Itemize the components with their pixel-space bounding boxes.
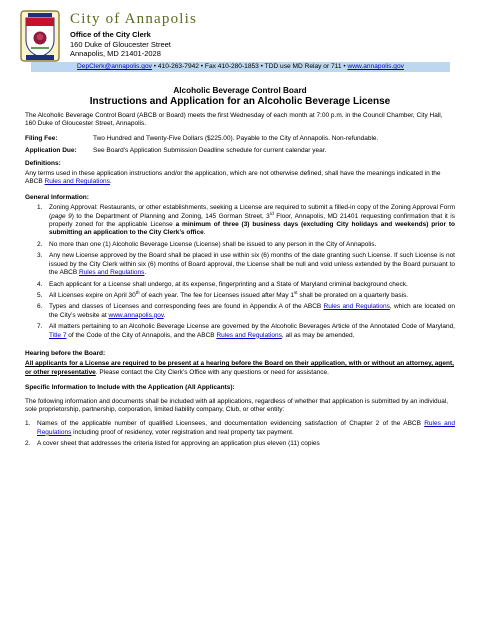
contact-bar: [31, 62, 450, 72]
intro-paragraph: The Alcoholic Beverage Control Board (ABCB or Board) meets the first Wednesday of each month at 7:00 p.m. in the Council Chamber, City Hall, 160 Duke of Gloucester Street, Annapolis.: [25, 112, 443, 128]
document-titles: [0, 86, 480, 107]
list-item: [37, 289, 455, 300]
governing-text-2: of the Code of the City of Annapolis, and the ABCB: [66, 331, 217, 339]
rules-link[interactable]: Rules and Regulations: [323, 303, 390, 311]
list-item: [37, 252, 455, 277]
zoning-deadline: a minimum of three (3) business days (excluding City holidays and weekends) prior to submitting an application to the City Clerk’s office: [49, 221, 455, 237]
types-text-2: , which are located on the City’s website at: [49, 303, 455, 319]
application-due-row: [25, 147, 455, 155]
specific-info-paragraph: The following information and documents shall be included with all applications, regardless of whether that application is submitted by an individual, sole proprietorship, partnership, corporation, limited liability company, Club, or other entity:: [25, 397, 449, 413]
list-item-text: [49, 323, 455, 340]
period: .: [144, 269, 147, 277]
list-number: 3.: [37, 252, 43, 260]
rules-link[interactable]: Rules and Regulations: [37, 420, 455, 436]
list-number: 6.: [37, 303, 43, 311]
list-item: [37, 323, 455, 340]
superscript: th: [135, 289, 140, 295]
governing-text-3: , all as may be amended.: [281, 331, 355, 339]
zoning-text: Zoning Approval: Restaurants, or other establishments, seeking a License are required to submit a filled-in copy of the Zoning Approval Form (: [49, 204, 455, 220]
city-title: City of Annapolis: [70, 11, 198, 27]
types-text: Types and classes of Licenses and corresponding fees are found in Appendix A of the ABCB: [49, 303, 324, 311]
city-seal-logo: [20, 10, 60, 62]
period: .: [163, 311, 166, 319]
list-item-text: No more than one (1) Alcoholic Beverage License (License) shall be issued to any person in the City of Annapolis.: [49, 240, 377, 248]
general-info-list: [25, 204, 455, 340]
expiry-text-3: shall be prorated on a quarterly basis.: [297, 291, 409, 299]
list-number: 5.: [37, 291, 43, 299]
office-name: Office of the City Clerk: [70, 30, 151, 39]
website-link[interactable]: www.annapolis.gov: [347, 63, 404, 70]
list-item: [25, 420, 455, 437]
list-item-text: [49, 252, 455, 277]
hearing-text: . Please contact the City Clerk’s Office with any questions or need for assistance.: [95, 368, 329, 376]
board-title: Alcoholic Beverage Control Board: [173, 86, 307, 95]
rules-link[interactable]: Rules and Regulations: [79, 269, 145, 277]
definitions-heading: Definitions:: [25, 159, 61, 167]
list-number: 2.: [25, 440, 31, 448]
list-item-text: A cover sheet that addresses the criteria listed for approving an application plus eleven (11) copies: [37, 440, 320, 448]
email-link[interactable]: DepClerk@annapolis.gov: [77, 63, 152, 70]
application-title: Instructions and Application for an Alcoholic Beverage License: [89, 96, 391, 107]
filing-fee-text: Two Hundred and Twenty-Five Dollars ($225.00). Payable to the City of Annapolis. Non-refundable.: [93, 134, 379, 142]
definitions-paragraph: [25, 170, 455, 187]
list-number: 1.: [37, 204, 43, 212]
application-due-label: Application Due:: [25, 147, 77, 155]
application-due-text: See Board’s Application Submission Deadline schedule for current calendar year.: [93, 147, 327, 155]
list-item-text: Each applicant for a License shall undergo, at its expense, fingerprinting and a State of Maryland criminal background check.: [49, 280, 408, 288]
page-ref: page 9: [51, 212, 72, 220]
licensees-text: Names of the applicable number of qualified Licensees, and documentation evidencing satisfaction of Chapter 2 of the ABCB: [37, 420, 425, 428]
document-body: [25, 112, 455, 452]
list-number: 2.: [37, 240, 43, 248]
list-item: [37, 281, 455, 289]
filing-fee-row: [25, 135, 455, 143]
title-7-link[interactable]: Title 7: [49, 331, 67, 339]
rules-link[interactable]: Rules and Regulations: [44, 178, 110, 186]
contact-phone-fax: • 410-263-7942 • Fax 410-280-1853 • TDD use MD Relay or 711 •: [151, 63, 348, 70]
rules-link[interactable]: Rules and Regulations: [216, 331, 282, 339]
definitions-text: Any terms used in these application instructions and/or the application, which are not otherwise defined, shall have the meanings indicated in the ABCB: [25, 170, 441, 186]
list-item: [37, 303, 455, 320]
specific-info-heading: Specific Information to Include with the Application (All Applicants):: [25, 384, 235, 392]
list-number: 7.: [37, 323, 43, 331]
new-license-text: Any new License approved by the Board shall be placed in use within six (6) months of the date granting such License. If such License is not issued by the City Clerk within six (6) months of Board approval, the License shall be null and void unless extended by the Board pursuant to the ABCB: [49, 252, 455, 277]
hearing-heading: Hearing before the Board:: [25, 349, 106, 357]
superscript: st: [294, 289, 298, 295]
period: .: [109, 178, 112, 186]
website-link[interactable]: www.annapolis.gov: [108, 311, 164, 319]
period: .: [203, 229, 206, 237]
filing-fee-label: Filing Fee:: [25, 134, 58, 142]
list-item-text: [49, 289, 455, 300]
list-item: [25, 440, 455, 448]
list-item-text: [49, 303, 455, 320]
licensees-text-2: including proof of residency, voter registration and real property tax payment.: [71, 428, 294, 436]
zoning-text-2: ) to the Department of Planning and Zoning, 145 Gorman Street, 3: [71, 212, 270, 220]
address-line-1: 160 Duke of Gloucester Street: [70, 39, 171, 49]
zoning-text-3: Floor, Annapolis, MD 21401 requesting confirmation that it is properly zoned for the applicable License: [49, 212, 456, 229]
list-item: [37, 241, 455, 249]
governing-text: All matters pertaining to an Alcoholic Beverage License are governed by the Alcoholic Beverages Article of the Annotated Code of Maryland,: [49, 323, 455, 331]
specific-info-list: [25, 420, 455, 448]
hearing-requirement: All applicants for a License are required to be present at a hearing before the Board on their application, with or without an attorney, agent, or other representative: [25, 360, 454, 376]
expiry-text-2: of each year. The fee for Licenses issued after May 1: [139, 291, 295, 299]
hearing-paragraph: [25, 360, 455, 377]
address-line-2: Annapolis, MD 21401-2028: [70, 49, 161, 58]
list-item-text: [37, 420, 455, 437]
letterhead: [70, 11, 197, 59]
list-number: 1.: [25, 420, 31, 428]
expiry-text: All Licenses expire on April 30: [49, 291, 136, 299]
list-item: [37, 204, 455, 238]
list-item-text: [49, 204, 455, 238]
list-number: 4.: [37, 280, 43, 288]
superscript: rd: [269, 210, 274, 216]
general-info-heading: General Information:: [25, 193, 89, 201]
